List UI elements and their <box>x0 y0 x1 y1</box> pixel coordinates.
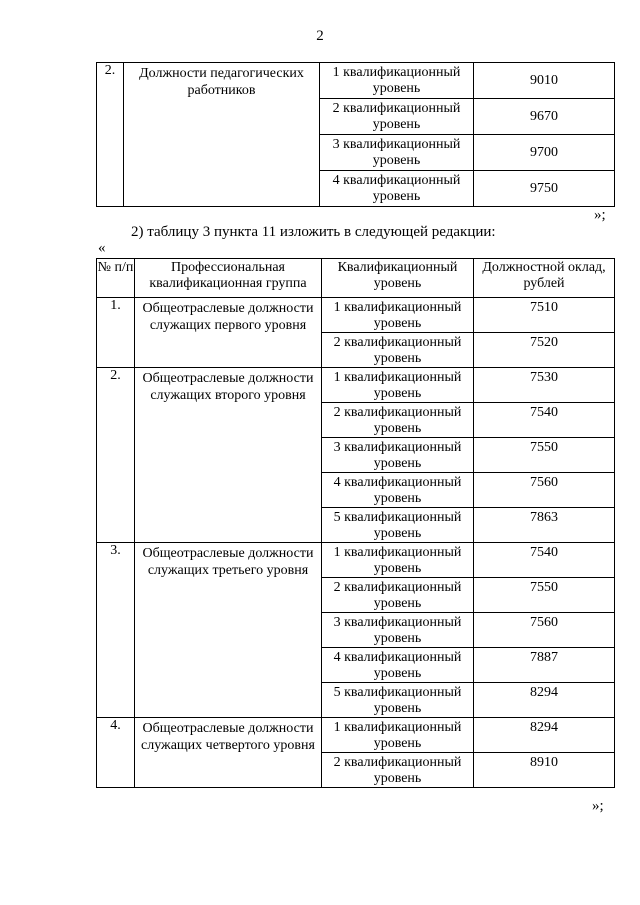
salary-cell: 7530 <box>474 368 615 403</box>
level-cell: 5 квалификационный уровень <box>322 508 474 543</box>
table-row <box>97 543 615 578</box>
amendment-paragraph: 2) таблицу 3 пункта 11 изложить в следующей редакции: <box>131 224 496 240</box>
level-cell: 4 квалификационный уровень <box>322 648 474 683</box>
table-row <box>97 718 615 753</box>
salary-cell: 7550 <box>474 438 615 473</box>
level-cell: 2 квалификационный уровень <box>322 333 474 368</box>
row-number: 3. <box>97 543 135 718</box>
row-number: 2. <box>97 368 135 543</box>
level-cell: 1 квалификационный уровень <box>322 718 474 753</box>
salary-cell: 9670 <box>474 99 615 135</box>
row-number: 4. <box>97 718 135 788</box>
group-name: Должности педагогических работников <box>124 63 320 207</box>
header-level: Квалификационный уровень <box>322 259 474 298</box>
header-salary: Должностной оклад, рублей <box>474 259 615 298</box>
group-name: Общеотраслевые должности служащих третьего уровня <box>135 543 322 718</box>
salary-cell: 7510 <box>474 298 615 333</box>
salary-cell: 9700 <box>474 135 615 171</box>
row-number: 2. <box>97 63 124 207</box>
salary-cell: 8294 <box>474 718 615 753</box>
level-cell: 1 квалификационный уровень <box>320 63 474 99</box>
level-cell: 2 квалификационный уровень <box>322 753 474 788</box>
salary-cell: 9750 <box>474 171 615 207</box>
level-cell: 3 квалификационный уровень <box>320 135 474 171</box>
opening-quote: « <box>98 240 106 256</box>
salary-cell: 7887 <box>474 648 615 683</box>
level-cell: 2 квалификационный уровень <box>322 578 474 613</box>
salary-cell: 8910 <box>474 753 615 788</box>
closing-quote-2: »; <box>592 798 604 814</box>
salary-cell: 7863 <box>474 508 615 543</box>
salary-cell: 7540 <box>474 403 615 438</box>
group-name: Общеотраслевые должности служащих второго уровня <box>135 368 322 543</box>
level-cell: 2 квалификационный уровень <box>322 403 474 438</box>
salary-cell: 7520 <box>474 333 615 368</box>
group-name: Общеотраслевые должности служащих первого уровня <box>135 298 322 368</box>
level-cell: 3 квалификационный уровень <box>322 438 474 473</box>
header-group: Профессиональная квалификационная группа <box>135 259 322 298</box>
level-cell: 3 квалификационный уровень <box>322 613 474 648</box>
group-name: Общеотраслевые должности служащих четвертого уровня <box>135 718 322 788</box>
header-number: № п/п <box>97 259 135 298</box>
closing-quote-1: »; <box>594 207 606 223</box>
salary-cell: 7560 <box>474 473 615 508</box>
table-pedagogical-positions <box>96 62 615 207</box>
level-cell: 5 квалификационный уровень <box>322 683 474 718</box>
salary-cell: 7540 <box>474 543 615 578</box>
page-number: 2 <box>316 28 324 44</box>
level-cell: 1 квалификационный уровень <box>322 298 474 333</box>
row-number: 1. <box>97 298 135 368</box>
salary-cell: 8294 <box>474 683 615 718</box>
table-general-positions <box>96 258 615 788</box>
table-row <box>97 298 615 333</box>
salary-cell: 9010 <box>474 63 615 99</box>
level-cell: 4 квалификационный уровень <box>320 171 474 207</box>
level-cell: 4 квалификационный уровень <box>322 473 474 508</box>
salary-cell: 7550 <box>474 578 615 613</box>
table-row <box>97 63 615 99</box>
salary-cell: 7560 <box>474 613 615 648</box>
level-cell: 2 квалификационный уровень <box>320 99 474 135</box>
level-cell: 1 квалификационный уровень <box>322 543 474 578</box>
table-row <box>97 368 615 403</box>
level-cell: 1 квалификационный уровень <box>322 368 474 403</box>
table-header-row <box>97 259 615 298</box>
